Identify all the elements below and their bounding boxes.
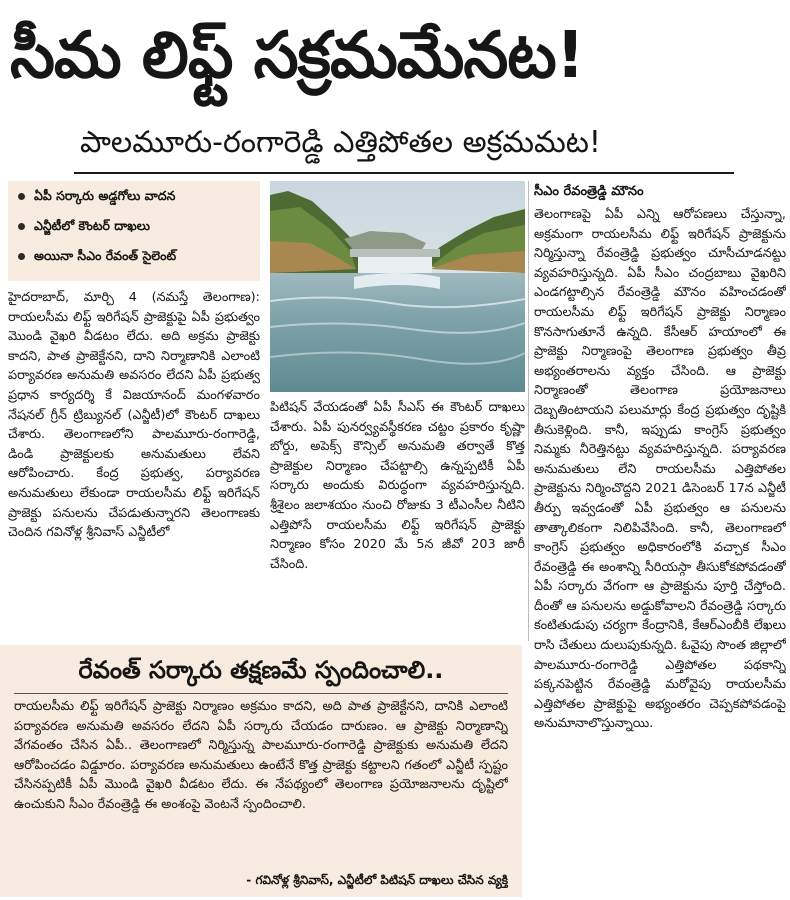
quote-box-title: రేవంత్ సర్కారు తక్షణమే స్పందించాలి.. [78,656,444,684]
bullet-icon [18,193,25,200]
quote-box-rule [14,693,508,694]
highlight-text: అయినా సీఎం రేవంత్ సైలెంట్ [34,248,177,263]
column-3 [534,181,786,893]
column-3-subhead: సీఎం రేవంత్రెడ్డి మౌనం [534,184,644,199]
highlight-item [8,241,260,271]
column-2-text: పిటిషన్ వేయడంతో ఏపీ సీఎస్ ఈ కౌంటర్ దాఖలు చేశారు. ఏపీ పునర్వ్యవస్థీకరణ చట్టం ప్రకారం కృష్ణా బోర్డు, అపెక్స్ కౌన్సిల్ అనుమతి తర్వాతే కొత్త ప్రాజెక్టుల నిర్మాణం చేపట్టాల్సి ఉన్నప్పటికీ ఏపీ సర్కారు అందుకు విరుద్ధంగా వ్యవహరిస్తున్నది. శ్రీశైలం జలాశయం నుంచి రోజుకు 3 టీఎంసీల నీటిని ఎత్తిపోసే రాయలసీమ లిఫ్ట్ ఇరిగేషన్ ప్రాజెక్టు నిర్మాణం కోసం 2020 మే 5న జీవో 203 జారీ చేసింది. [270,400,525,572]
bullet-icon [18,223,25,230]
reservoir-photo [270,181,525,392]
bullet-icon [18,253,25,260]
highlights-box [8,181,260,281]
quote-box-credit: - గవినోళ్ల శ్రీనివాస్, ఎన్జీటీలో పిటిషన్ దాఖలు చేసిన వ్యక్తి [246,873,508,887]
highlight-text: ఏపీ సర్కారు అడ్డగోలు వాదన [34,188,176,203]
headline: సీమ లిఫ్ట్ సక్రమమేనట! [10,19,584,93]
quote-box-body: రాయలసీమ లిఫ్ట్ ఇరిగేషన్ ప్రాజెక్టు నిర్మాణం అక్రమం కాదని, అది పాత ప్రాజెక్టేనని, దానికి ఎలాంటి పర్యావరణ అనుమతి అవసరం లేదని ఏపీ సర్కారు చేయడం దారుణం. ఆ ప్రాజెక్టు నిర్మాణాన్ని వేగవంతం చేసిన ఏపీ.. తెలంగాణలో నిర్మిస్తున్న పాలమూరు-రంగారెడ్డి ప్రాజెక్టుకు అనుమతి లేదని ఆరోపించడం విడ్డూరం. పర్యావరణ అనుమతులు ఉంటేనే కొత్త ప్రాజెక్టు కట్టాలని గతంలో ఎన్జీటీ స్పష్టం చేసినప్పటికీ ఏపీ మొండి వైఖరి వీడటం లేదు. ఈ నేపథ్యంలో తెలంగాణ ప్రయోజనాలను దృష్టిలో ఉంచుకుని సీఎం రేవంత్రెడ్డి ఈ అంశంపై వెంటనే స్పందించాలి. [14,699,508,812]
column-rule [528,181,529,641]
header-rule [74,172,734,174]
highlight-item [8,181,260,211]
reservoir-illustration [270,181,525,392]
subheadline: పాలమూరు-రంగారెడ్డి ఎత్తిపోతల అక్రమమట! [80,125,601,160]
highlight-text: ఎన్జీటీలో కౌంటర్ దాఖలు [34,218,150,233]
quote-box [0,645,522,897]
highlight-item [8,211,260,241]
column-1-text: హైదరాబాద్, మార్చి 4 (నమస్తే తెలంగాణ): రాయలసీమ లిఫ్ట్ ఇరిగేషన్ ప్రాజెక్టుపై ఏపీ ప్రభుత్వం మొండి వైఖరి వీడటం లేదు. అది అక్రమ ప్రాజెక్టు కాదని, పాత ప్రాజెక్టేనని, దాని నిర్మాణానికి ఎలాంటి పర్యావరణ అనుమతి అవసరం లేదని ఏపీ ప్రభుత్వ ప్రధాన కార్యదర్శి కే విజయానంద్ మంగళవారం నేషనల్ గ్రీన్ ట్రిబ్యునల్ (ఎన్జీటీ)లో కౌంటర్ దాఖలు చేశారు. తెలంగాణలోని పాలమూరు-రంగారెడ్డి, డిండి ప్రాజెక్టులకు అనుమతులు లేవని ఆరోపించారు. కేంద్ర ప్రభుత్వ, పర్యావరణ అనుమతులు లేకుండా రాయలసీమ లిఫ్ట్ ఇరిగేషన్ ప్రాజెక్టు పనులను చేపడుతున్నారని తెలంగాణకు చెందిన గవినోళ్ల శ్రీనివాస్ ఎన్జీటీలో [8,290,260,541]
column-3-text: తెలంగాణపై ఏపీ ఎన్ని ఆరోపణలు చేస్తున్నా, అక్రమంగా రాయలసీమ లిఫ్ట్ ఇరిగేషన్ ప్రాజెక్టును నిర్మిస్తున్నా రేవంత్రెడ్డి ప్రభుత్వం చూసీచూడనట్టు వ్యవహరిస్తున్నది. ఏపీ సీఎం చంద్రబాబు వైఖరిని ఎండగట్టాల్సిన రేవంత్రెడ్డి మౌనం వహించడంతో రాయలసీమ లిఫ్ట్ ఇరిగేషన్ ప్రాజెక్టు నిర్మాణం కొనసాగుతూనే ఉన్నది. కేసీఆర్ హయాంలో ఈ ప్రాజెక్టు నిర్మాణంపై తెలంగాణ ప్రభుత్వం తీవ్ర అభ్యంతరాలను వ్యక్తం చేసింది. ఆ ప్రాజెక్టు నిర్మాణంతో తెలంగాణ ప్రయోజనాలు దెబ్బతింటాయని పలుమార్లు కేంద్ర ప్రభుత్వం దృష్టికి తీసుకెళ్లింది. కానీ, ఇప్పుడు కాంగ్రెస్ ప్రభుత్వం నిమ్మకు నీరెత్తినట్టు వ్యవహరిస్తున్నది. పర్యావరణ అనుమతులు లేని రాయలసీమ ఎత్తిపోతల ప్రాజెక్టును నిర్మించొద్దని 2021 డిసెంబర్ 17న ఎన్జీటీ తీర్పు ఇవ్వడంతో ఏపీ ప్రభుత్వం ఆ పనులను తాత్కాలికంగా నిలిపివేసింది. కానీ, తెలంగాణలో కాంగ్రెస్ ప్రభుత్వం అధికారంలోకి వచ్చాక సీఎం రేవంత్రెడ్డి ఈ అంశాన్ని సీరియస్గా తీసుకోకపోవడంతో ఏపీ సర్కారు వేగంగా ఆ ప్రాజెక్టును పూర్తి చేస్తోంది. దీంతో ఆ పనులను అడ్డుకోవాలని రేవంత్రెడ్డి సర్కారు కంటితుడుపు చర్యగా కేంద్రానికి, కేఆర్ఎంబీకి లేఖలు రాసి చేతులు దులుపుకున్నది. ఓవైపు సొంత జిల్లాలో పాలమూరు-రంగారెడ్డి ఎత్తిపోతల పథకాన్ని పక్కనపెట్టిన రేవంత్రెడ్డి మరోవైపు రాయలసీమ ఎత్తిపోతల ప్రాజెక్టుపై అభ్యంతరం చెప్పకపోవడంపై అనుమానాలొస్తున్నాయి. [534,207,786,732]
